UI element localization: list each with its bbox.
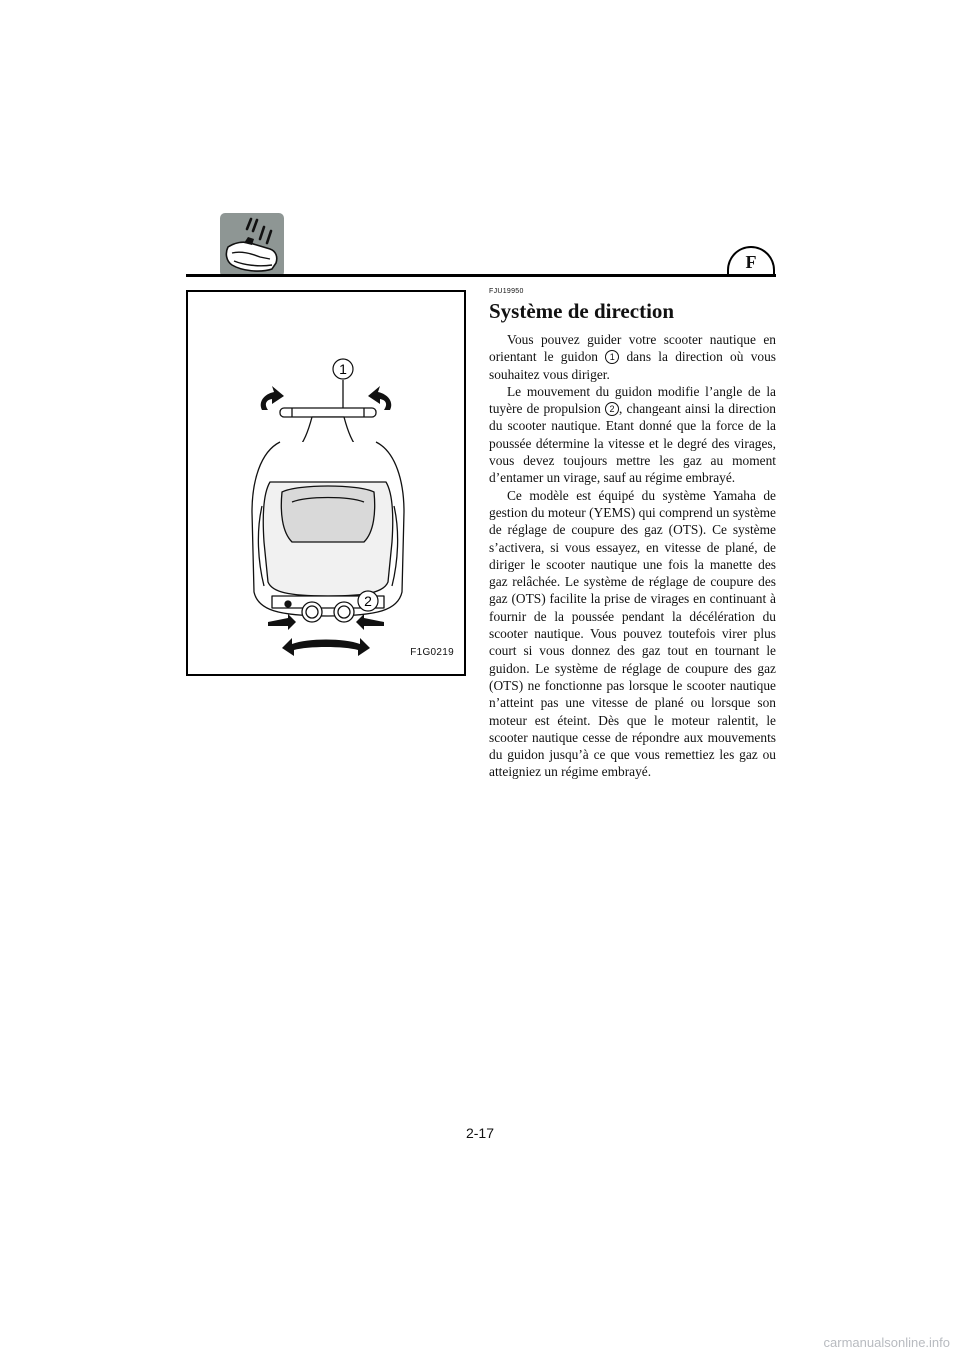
paragraph-1-text-b: dans la direction où vous souhaitez vous diriger.: [489, 349, 777, 382]
jet-ski-riding-icon: [220, 213, 284, 277]
paragraph-1: [489, 331, 776, 383]
text-column: [489, 288, 776, 781]
section-ref-code: FJU19950: [489, 288, 524, 295]
paragraph-2: [489, 383, 776, 487]
callout-1: 1: [339, 361, 347, 377]
paragraph-2-text-b: , changeant ainsi la direction du scooter nautique. Etant donné que la force de la poussée détermine la vitesse et le degré des virages, vous devez toujours mettre les gaz au moment d’entamer un virage, sauf au régime embrayé.: [489, 401, 776, 486]
paragraph-3: Ce modèle est équipé du système Yamaha de gestion du moteur (YEMS) qui comprend un système de réglage de coupure des gaz (OTS). Ce système s’activera, si vous essayez, en vitesse de plané, de diriger le scooter nautique une fois la manette des gaz relâchée. Le système de réglage de coupure des gaz (OTS) facilite la prise de virages en continuant à fournir de la poussée pendant la décélération du scooter nautique. Vous pouvez toutefois virer plus court si vous donnez des gaz tout en tournant le guidon. Le système de réglage de coupure des gaz (OTS) ne fonctionne pas lorsque le scooter nautique n’atteint pas une vitesse de plané ou lorsque son moteur est éteint. Dès que le moteur ralentit, le scooter nautique cesse de répondre aux mouvements du guidon jusqu’à ce que vous remettiez les gaz ou atteigniez un régime embrayé.: [489, 487, 776, 780]
steering-figure: [186, 290, 466, 676]
paragraph-2-text-a: Le mouvement du guidon modifie l’angle de la tuyère de propulsion: [489, 383, 776, 417]
header-rule: [186, 274, 776, 277]
language-badge-label: F: [745, 252, 757, 272]
section-title: Système de direction: [489, 299, 675, 323]
callout-2: 2: [364, 593, 372, 609]
language-badge: [727, 246, 775, 274]
paragraph-1-callout: 1: [605, 350, 619, 364]
watermark: carmanualsonline.info: [823, 1335, 950, 1350]
page-number: 2-17: [465, 1125, 495, 1141]
watercraft-top-view-steering-illustration: [188, 292, 464, 674]
figure-code: F1G0219: [410, 647, 454, 658]
paragraph-2-callout: 2: [605, 402, 619, 416]
paragraph-1-text-a: Vous pouvez guider votre scooter nautique en orientant le guidon: [489, 332, 776, 365]
